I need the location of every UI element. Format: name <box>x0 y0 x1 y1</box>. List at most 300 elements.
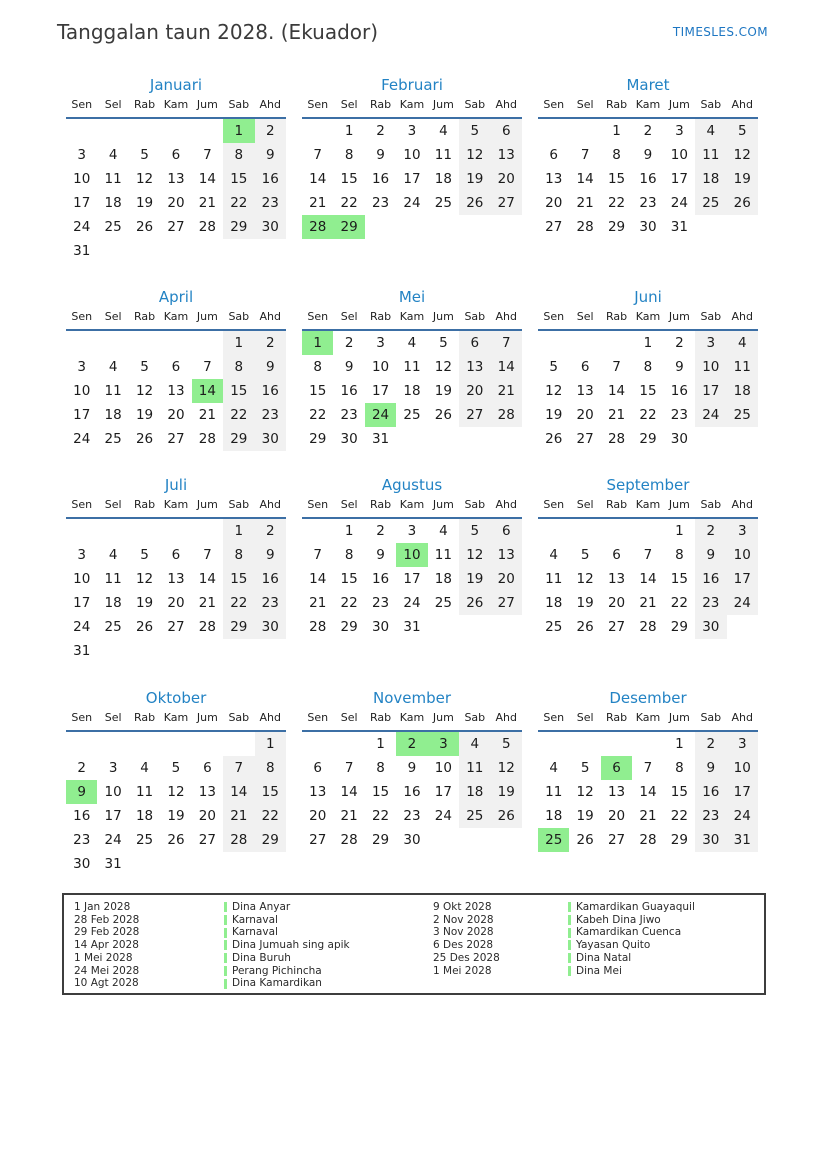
week-row <box>66 567 286 591</box>
day-cell: 29 <box>639 431 657 447</box>
empty-cell <box>491 215 522 239</box>
weekday-label: Sab <box>700 310 722 323</box>
day-cell: 25 <box>695 191 726 215</box>
day-cell: 11 <box>545 784 563 800</box>
week-row <box>538 427 758 451</box>
day-cell: 18 <box>135 808 154 824</box>
empty-cell <box>129 732 160 756</box>
day-cell: 14 <box>309 171 327 187</box>
day-cell: 8 <box>675 547 684 563</box>
day-cell: 27 <box>576 431 594 447</box>
day-cell: 2 <box>376 523 385 539</box>
day-cell: 4 <box>439 123 448 139</box>
weekday-header-row <box>538 496 758 519</box>
day-cell: 1 <box>376 736 385 752</box>
week-row <box>302 780 522 804</box>
day-cell: 19 <box>545 407 563 423</box>
week-row <box>538 167 758 191</box>
weekday-label: Rab <box>133 310 156 323</box>
day-cell: 24 <box>695 403 726 427</box>
day-cell: 28 <box>607 431 626 447</box>
week-row <box>538 615 758 639</box>
week-row <box>66 215 286 239</box>
day-cell: 7 <box>643 760 653 776</box>
day-cell: 4 <box>140 760 149 776</box>
empty-cell <box>223 732 254 756</box>
empty-cell <box>66 732 97 756</box>
holiday-marker-icon <box>568 966 571 976</box>
week-row <box>66 639 286 663</box>
day-cell: 7 <box>313 147 322 163</box>
day-cell: 10 <box>73 171 91 187</box>
week-row <box>538 355 758 379</box>
day-cell: 20 <box>545 195 563 211</box>
day-cell: 26 <box>434 407 452 423</box>
day-cell: 6 <box>491 119 522 143</box>
week-row <box>302 403 522 427</box>
weekday-label: Sel <box>104 498 122 511</box>
day-cell: 24 <box>73 431 91 447</box>
weekday-label: Rab <box>605 310 628 323</box>
week-row <box>538 567 758 591</box>
day-cell: 27 <box>607 619 626 635</box>
day-cell: 16 <box>340 383 358 399</box>
day-cell: 10 <box>396 543 427 567</box>
day-cell: 15 <box>223 379 254 403</box>
weekday-label: Sen <box>543 98 565 111</box>
day-cell: 25 <box>545 619 563 635</box>
month-title: Desember <box>609 689 687 707</box>
day-cell: 7 <box>203 359 212 375</box>
week-row <box>66 427 286 451</box>
holiday-legend-row <box>74 965 433 978</box>
day-cell: 30 <box>255 615 286 639</box>
day-cell: 6 <box>313 760 322 776</box>
day-cell: 26 <box>576 619 594 635</box>
day-cell: 22 <box>639 407 657 423</box>
holidays-legend-box <box>62 893 766 995</box>
day-cell: 5 <box>459 519 490 543</box>
day-cell: 8 <box>376 760 385 776</box>
holiday-marker-icon <box>224 940 227 950</box>
day-cell: 17 <box>670 171 688 187</box>
day-cell: 2 <box>695 519 726 543</box>
holiday-marker-icon <box>568 915 571 925</box>
day-cell: 20 <box>607 808 626 824</box>
day-cell: 28 <box>576 219 594 235</box>
day-cell: 21 <box>198 195 216 211</box>
day-cell: 30 <box>340 431 358 447</box>
weekday-label: Kam <box>399 711 425 724</box>
holiday-date: 2 Nov 2028 <box>433 913 494 926</box>
weekday-header-row <box>538 709 758 732</box>
empty-cell <box>695 215 726 239</box>
empty-cell <box>632 732 663 756</box>
day-cell: 3 <box>407 523 417 539</box>
empty-cell <box>160 732 191 756</box>
weekday-label: Ahd <box>259 98 281 111</box>
day-cell: 13 <box>491 143 522 167</box>
weekday-label: Sel <box>576 98 594 111</box>
empty-cell <box>569 331 600 355</box>
day-cell: 25 <box>538 828 569 852</box>
day-cell: 11 <box>104 571 122 587</box>
day-cell: 31 <box>670 219 688 235</box>
day-cell: 20 <box>309 808 327 824</box>
weekday-label: Sen <box>71 98 93 111</box>
day-cell: 16 <box>670 383 688 399</box>
empty-cell <box>223 239 254 263</box>
day-cell: 22 <box>223 191 254 215</box>
day-cell: 3 <box>675 123 684 139</box>
holiday-marker-icon <box>568 928 571 938</box>
day-cell: 17 <box>104 808 122 824</box>
day-cell: 1 <box>344 523 354 539</box>
day-cell: 22 <box>223 591 254 615</box>
week-row <box>538 403 758 427</box>
holiday-legend-row <box>74 939 433 952</box>
day-cell: 11 <box>459 756 490 780</box>
week-row <box>66 191 286 215</box>
day-cell: 17 <box>73 595 91 611</box>
day-cell: 21 <box>309 595 327 611</box>
weekday-label: Rab <box>133 98 156 111</box>
empty-cell <box>160 639 191 663</box>
day-cell: 31 <box>73 643 91 659</box>
weekday-label: Sel <box>104 310 122 323</box>
empty-cell <box>538 331 569 355</box>
week-row <box>66 756 286 780</box>
day-cell: 10 <box>695 355 726 379</box>
day-cell: 28 <box>639 832 657 848</box>
holiday-name: Karnaval <box>224 914 278 927</box>
week-row <box>66 615 286 639</box>
day-cell: 13 <box>198 784 216 800</box>
day-cell: 5 <box>727 119 758 143</box>
day-cell: 16 <box>403 784 421 800</box>
day-cell: 2 <box>344 335 354 351</box>
weekday-label: Sel <box>576 711 594 724</box>
week-row <box>66 379 286 403</box>
empty-cell <box>727 615 758 639</box>
empty-cell <box>428 828 459 852</box>
day-cell: 8 <box>313 359 322 375</box>
week-row <box>302 567 522 591</box>
empty-cell <box>601 519 632 543</box>
weekday-label: Sen <box>71 498 93 511</box>
day-cell: 9 <box>376 547 385 563</box>
day-cell: 16 <box>255 167 286 191</box>
day-cell: 8 <box>675 760 684 776</box>
day-cell: 9 <box>695 543 726 567</box>
holiday-name: Dina Jumuah sing apik <box>224 939 350 952</box>
weekday-label: Ahd <box>731 310 753 323</box>
holiday-date: 6 Des 2028 <box>433 939 494 952</box>
day-cell: 19 <box>459 167 490 191</box>
day-cell: 20 <box>459 379 490 403</box>
empty-cell <box>538 732 569 756</box>
empty-cell <box>396 427 427 451</box>
day-cell: 19 <box>135 407 154 423</box>
weekday-label: Jum <box>668 498 690 511</box>
day-cell: 30 <box>255 427 286 451</box>
day-cell: 2 <box>675 335 684 351</box>
day-cell: 5 <box>140 147 149 163</box>
weekday-label: Sen <box>307 711 329 724</box>
day-cell: 12 <box>459 143 490 167</box>
week-row <box>538 143 758 167</box>
day-cell: 19 <box>135 595 154 611</box>
holiday-name: Kabeh Dina Jiwo <box>568 914 661 927</box>
day-cell: 5 <box>171 760 181 776</box>
week-row <box>538 732 758 756</box>
weekday-label: Rab <box>369 498 392 511</box>
weekday-label: Sen <box>307 310 329 323</box>
day-cell: 27 <box>459 403 490 427</box>
holiday-name: Dina Natal <box>568 952 631 965</box>
week-row <box>538 780 758 804</box>
weekday-header-row <box>66 96 286 119</box>
day-cell: 12 <box>434 359 452 375</box>
day-cell: 30 <box>403 832 421 848</box>
weekday-label: Kam <box>399 498 425 511</box>
day-cell: 28 <box>639 619 657 635</box>
day-cell: 21 <box>198 595 216 611</box>
day-cell: 13 <box>576 383 594 399</box>
day-cell: 4 <box>549 760 558 776</box>
holiday-marker-icon <box>224 928 227 938</box>
week-row <box>538 804 758 828</box>
month-title: November <box>372 689 452 707</box>
empty-cell <box>601 331 632 355</box>
day-cell: 15 <box>223 567 254 591</box>
day-cell: 2 <box>77 760 86 776</box>
day-cell: 5 <box>491 732 522 756</box>
months-grid <box>66 70 758 876</box>
day-cell: 25 <box>727 403 758 427</box>
day-cell: 14 <box>198 171 216 187</box>
empty-cell <box>428 427 459 451</box>
week-row <box>66 119 286 143</box>
day-cell: 14 <box>576 171 594 187</box>
day-cell: 27 <box>167 619 185 635</box>
weekday-label: Ahd <box>259 711 281 724</box>
day-cell: 6 <box>612 547 621 563</box>
holiday-marker-icon <box>224 979 227 989</box>
day-cell: 28 <box>198 431 216 447</box>
day-cell: 17 <box>727 567 758 591</box>
empty-cell <box>223 852 254 876</box>
day-cell: 27 <box>607 832 626 848</box>
day-cell: 4 <box>108 147 118 163</box>
day-cell: 21 <box>576 195 594 211</box>
day-cell: 19 <box>491 780 522 804</box>
day-cell: 27 <box>198 832 216 848</box>
day-cell: 6 <box>580 359 590 375</box>
holiday-date: 1 Mei 2028 <box>433 964 492 977</box>
week-row <box>302 167 522 191</box>
day-cell: 27 <box>167 219 185 235</box>
day-cell: 2 <box>695 732 726 756</box>
week-row <box>66 355 286 379</box>
day-cell: 10 <box>73 383 91 399</box>
empty-cell <box>97 239 128 263</box>
holiday-marker-icon <box>568 902 571 912</box>
day-cell: 10 <box>434 760 452 776</box>
weekday-label: Rab <box>133 498 156 511</box>
week-row <box>538 591 758 615</box>
holiday-legend-row <box>433 952 695 965</box>
day-cell: 24 <box>727 591 758 615</box>
day-cell: 21 <box>309 195 327 211</box>
week-row <box>66 403 286 427</box>
month-februari <box>302 70 522 282</box>
empty-cell <box>538 519 569 543</box>
day-cell: 20 <box>167 595 185 611</box>
day-cell: 30 <box>371 619 390 635</box>
day-cell: 11 <box>434 147 452 163</box>
day-cell: 1 <box>223 119 254 143</box>
day-cell: 12 <box>135 571 154 587</box>
weekday-label: Sel <box>340 498 358 511</box>
day-cell: 2 <box>643 123 653 139</box>
day-cell: 8 <box>255 756 286 780</box>
empty-cell <box>192 519 223 543</box>
empty-cell <box>129 119 160 143</box>
day-cell: 29 <box>333 215 364 239</box>
day-cell: 26 <box>491 804 522 828</box>
weekday-label: Rab <box>369 98 392 111</box>
day-cell: 7 <box>612 359 621 375</box>
holiday-legend-row <box>74 914 433 927</box>
month-title: Juli <box>164 476 188 494</box>
week-row <box>538 215 758 239</box>
weekday-label: Ahd <box>731 498 753 511</box>
week-row <box>302 215 522 239</box>
day-cell: 26 <box>135 619 154 635</box>
empty-cell <box>396 215 427 239</box>
day-cell: 18 <box>545 808 563 824</box>
day-cell: 22 <box>223 403 254 427</box>
day-cell: 7 <box>491 331 522 355</box>
weekday-label: Ahd <box>495 498 517 511</box>
month-title: Maret <box>626 76 670 94</box>
site-link[interactable]: TIMESLES.COM <box>672 25 768 39</box>
day-cell: 30 <box>695 615 726 639</box>
weekday-label: Sab <box>228 310 250 323</box>
day-cell: 1 <box>675 523 684 539</box>
day-cell: 8 <box>223 143 254 167</box>
day-cell: 16 <box>639 171 657 187</box>
day-cell: 14 <box>639 784 657 800</box>
week-row <box>302 591 522 615</box>
day-cell: 9 <box>675 359 684 375</box>
day-cell: 21 <box>340 808 358 824</box>
day-cell: 5 <box>140 547 149 563</box>
day-cell: 24 <box>73 219 91 235</box>
day-cell: 2 <box>255 331 286 355</box>
day-cell: 11 <box>104 383 122 399</box>
empty-cell <box>428 215 459 239</box>
empty-cell <box>66 331 97 355</box>
day-cell: 30 <box>639 219 657 235</box>
empty-cell <box>491 427 522 451</box>
holiday-marker-icon <box>568 940 571 950</box>
day-cell: 22 <box>670 595 688 611</box>
month-title: September <box>606 476 690 494</box>
holiday-date: 14 Apr 2028 <box>74 939 139 952</box>
empty-cell <box>569 119 600 143</box>
day-cell: 11 <box>135 784 154 800</box>
empty-cell <box>192 239 223 263</box>
month-september <box>538 470 758 683</box>
day-cell: 4 <box>459 732 490 756</box>
day-cell: 6 <box>459 331 490 355</box>
day-cell: 2 <box>255 519 286 543</box>
legend-left-column <box>74 901 433 990</box>
empty-cell <box>97 119 128 143</box>
weekday-label: Rab <box>605 98 628 111</box>
empty-cell <box>97 519 128 543</box>
weekday-label: Jum <box>432 310 454 323</box>
day-cell: 31 <box>73 243 91 259</box>
empty-cell <box>97 639 128 663</box>
day-cell: 13 <box>545 171 563 187</box>
day-cell: 3 <box>727 732 758 756</box>
day-cell: 24 <box>434 808 452 824</box>
week-row <box>302 519 522 543</box>
day-cell: 1 <box>612 123 621 139</box>
month-desember <box>538 683 758 876</box>
empty-cell <box>129 331 160 355</box>
empty-cell <box>97 732 128 756</box>
day-cell: 13 <box>309 784 327 800</box>
weekday-label: Jum <box>196 711 218 724</box>
day-cell: 15 <box>371 784 390 800</box>
day-cell: 29 <box>223 427 254 451</box>
week-row <box>302 379 522 403</box>
day-cell: 13 <box>459 355 490 379</box>
empty-cell <box>97 331 128 355</box>
empty-cell <box>727 427 758 451</box>
day-cell: 6 <box>171 359 181 375</box>
day-cell: 4 <box>439 523 448 539</box>
day-cell: 23 <box>255 191 286 215</box>
day-cell: 8 <box>344 147 354 163</box>
day-cell: 25 <box>434 195 452 211</box>
holiday-date: 29 Feb 2028 <box>74 926 140 939</box>
day-cell: 23 <box>371 595 390 611</box>
day-cell: 21 <box>491 379 522 403</box>
empty-cell <box>192 852 223 876</box>
day-cell: 6 <box>549 147 558 163</box>
day-cell: 9 <box>66 780 97 804</box>
empty-cell <box>569 519 600 543</box>
day-cell: 28 <box>302 215 333 239</box>
holiday-marker-icon <box>224 915 227 925</box>
weekday-label: Sab <box>700 498 722 511</box>
month-januari <box>66 70 286 282</box>
day-cell: 25 <box>104 431 122 447</box>
holiday-legend-row <box>74 952 433 965</box>
day-cell: 11 <box>545 571 563 587</box>
day-cell: 5 <box>549 359 558 375</box>
day-cell: 19 <box>167 808 185 824</box>
holiday-date: 1 Mei 2028 <box>74 951 133 964</box>
day-cell: 3 <box>376 335 385 351</box>
day-cell: 26 <box>167 832 185 848</box>
day-cell: 3 <box>77 147 86 163</box>
